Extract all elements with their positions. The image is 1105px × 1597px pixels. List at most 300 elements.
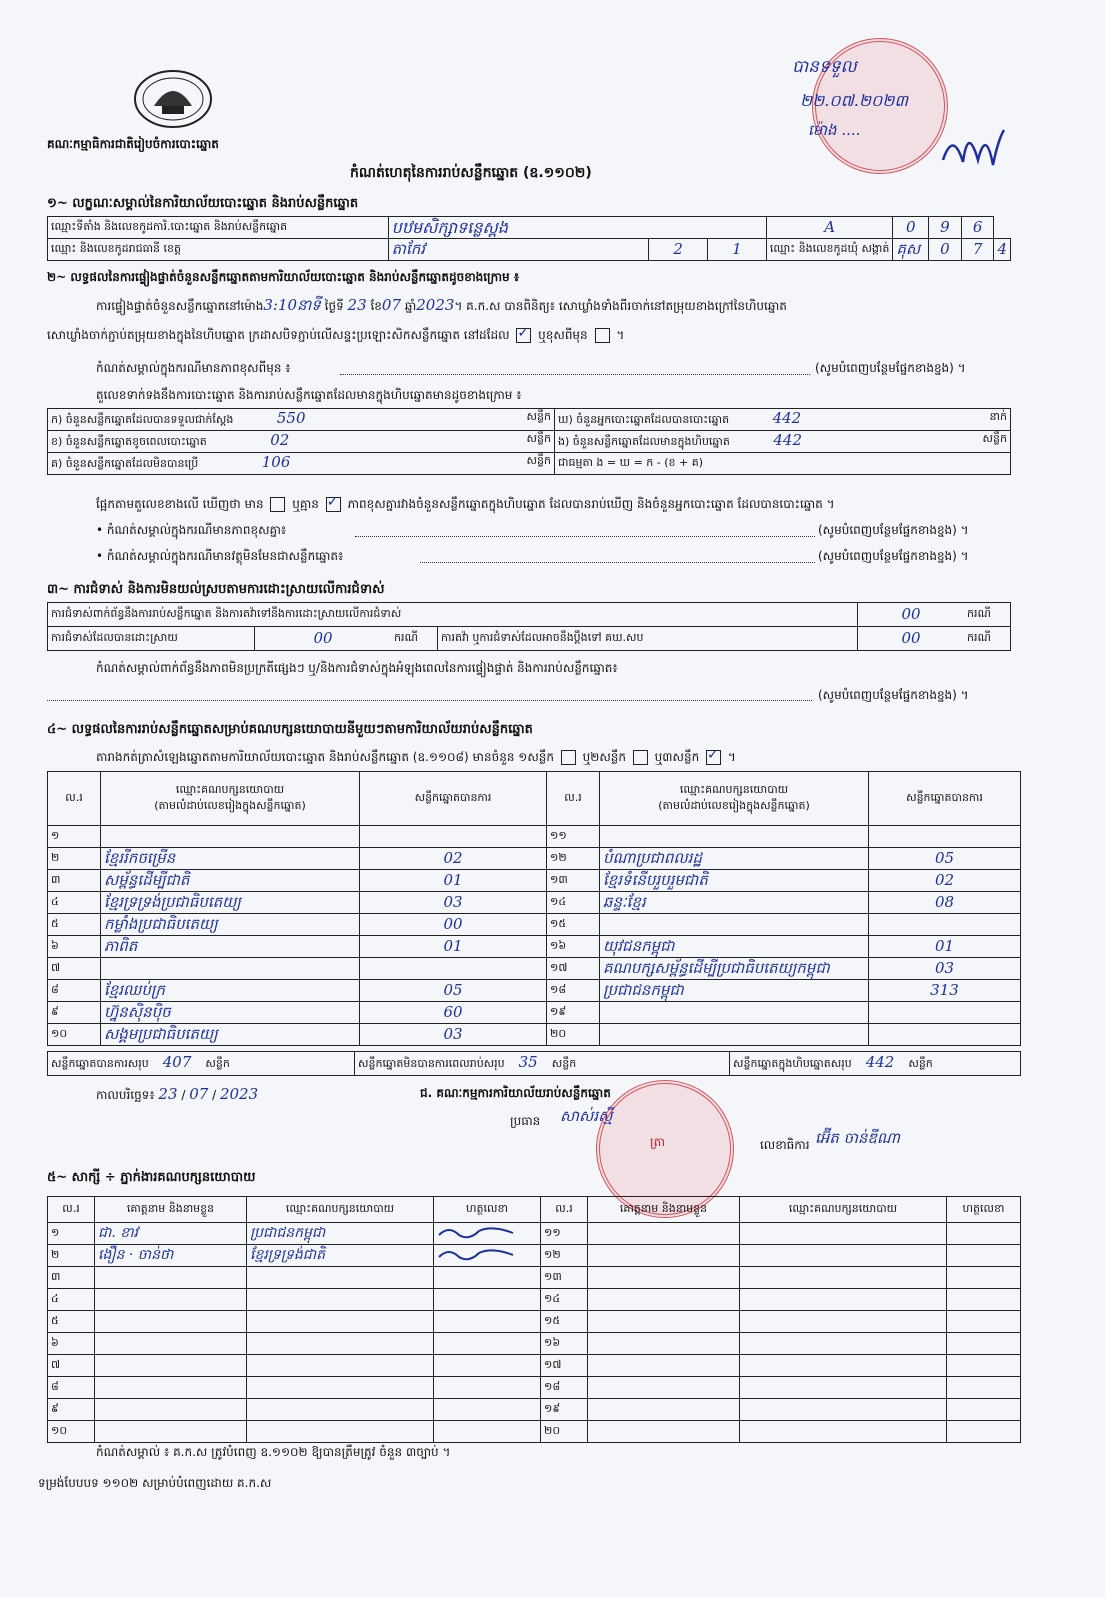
three-sheets-checkbox[interactable] — [706, 750, 721, 765]
vote-count — [360, 1024, 547, 1046]
witness-name — [95, 1399, 247, 1421]
table-row — [48, 1245, 1021, 1267]
witness-name — [588, 1333, 740, 1355]
row-no — [48, 936, 101, 958]
witness-name — [95, 1311, 247, 1333]
table-row — [48, 1289, 1021, 1311]
province-name: តាកែវ — [388, 239, 649, 261]
diff-note-line[interactable] — [340, 374, 810, 375]
row-no-text: ១៩ — [544, 1401, 561, 1415]
vote-count — [360, 848, 547, 870]
witness-party — [740, 1421, 947, 1443]
row-no-text: ១៦ — [544, 1335, 561, 1349]
row-no-text: ២០ — [550, 1026, 567, 1040]
vote-count — [360, 826, 547, 848]
row-no — [48, 958, 101, 980]
party-name-text: ហ្វ៊ុនស៊ិនប៉ិច — [104, 1003, 171, 1022]
row-no-text: ១៥ — [550, 916, 567, 930]
row-no — [541, 1289, 588, 1311]
witness-signature — [434, 1245, 541, 1267]
col-party: ឈ្មោះគណបក្សនយោបាយ — [740, 1197, 947, 1223]
row-no — [48, 892, 101, 914]
commune-digit: 0 — [929, 239, 962, 261]
vote-count — [360, 936, 547, 958]
row-no-text: ១០ — [51, 1026, 68, 1040]
row-no — [48, 980, 101, 1002]
bullet2-line[interactable] — [420, 562, 815, 563]
row-no — [541, 1223, 588, 1245]
row-no-text: ១៨ — [544, 1379, 561, 1393]
witness-name-text: ជា. ខាវ — [98, 1224, 139, 1241]
row-no — [541, 1377, 588, 1399]
section2-heading: ២~ លទ្ធផលនៃការផ្ទៀងផ្ទាត់ចំនួនសន្លឹកឆ្នោតតាមការិយាល័យបោះឆ្នោត និងរាប់សន្លឹកឆ្នោតដូចខាងក្រោម ៖ — [47, 270, 520, 284]
col-signature: ហត្ថលេខា — [947, 1197, 1021, 1223]
vote-count — [869, 980, 1021, 1002]
count-c: គ) ចំនួនសន្លឹកឆ្នោតដែលមិនបានប្រើ 106 សន្លឹក — [48, 453, 555, 475]
witness-signature — [434, 1421, 541, 1443]
vote-count — [360, 980, 547, 1002]
chair-label: ប្រធាន — [510, 1114, 541, 1128]
row-no-text: ១៥ — [544, 1313, 561, 1327]
party-name — [600, 1024, 869, 1046]
row-no — [541, 1311, 588, 1333]
witness-signature — [434, 1223, 541, 1245]
witness-party — [740, 1311, 947, 1333]
formula: ជាធម្មតា ង = ឃ = ក - (ខ + គ) — [555, 453, 1011, 475]
table-row — [48, 914, 1021, 936]
row-no — [48, 870, 101, 892]
bullet-difference: • កំណត់សម្គាល់ក្នុងករណីមានភាពខុសគ្នា៖ — [96, 523, 287, 537]
vote-count-text: 02 — [443, 849, 463, 868]
witness-party — [740, 1399, 947, 1421]
table-row — [48, 1377, 1021, 1399]
table-row — [48, 870, 1021, 892]
chair-name: សាស់រស្មី — [560, 1107, 613, 1125]
row-no — [48, 1267, 95, 1289]
party-name-text: ឆន្ទៈខ្មែរ — [603, 893, 646, 912]
vote-count-text: 01 — [443, 871, 463, 890]
signature-icon — [437, 1223, 517, 1241]
row-no — [48, 1002, 101, 1024]
resolved-value: 00 — [255, 627, 392, 651]
witness-party — [247, 1399, 434, 1421]
commune-name: គុស — [893, 239, 929, 261]
row-no-text: ១៨ — [550, 982, 567, 996]
witness-party-text: ខ្មែរទ្រទ្រង់ជាតិ — [250, 1246, 325, 1263]
vote-count — [869, 1024, 1021, 1046]
witness-party — [247, 1311, 434, 1333]
row-no-text: ២ — [51, 850, 60, 864]
row-no-text: ១៧ — [550, 960, 568, 974]
row-no — [547, 892, 600, 914]
witness-party — [247, 1333, 434, 1355]
row-no-text: ១៣ — [544, 1269, 562, 1283]
commune-digit: 7 — [961, 239, 994, 261]
witness-signature — [947, 1399, 1021, 1421]
witness-signature — [434, 1311, 541, 1333]
row-no — [48, 914, 101, 936]
row-no-text: ៤ — [51, 894, 59, 908]
table-row — [48, 958, 1021, 980]
party-name — [600, 892, 869, 914]
party-name — [600, 826, 869, 848]
party-name-text: ភាពិត — [104, 937, 138, 956]
counts-table — [47, 408, 1011, 475]
row-no — [541, 1245, 588, 1267]
row-no-text: ៦ — [51, 1335, 59, 1349]
witness-name — [588, 1245, 740, 1267]
appeal-value: 00 — [858, 627, 965, 651]
vote-count — [869, 826, 1021, 848]
party-name — [600, 914, 869, 936]
table-row — [48, 826, 1021, 848]
witness-party — [247, 1223, 434, 1245]
vote-count-text: 03 — [443, 1025, 463, 1044]
complaints-related-value: 00 — [858, 603, 965, 627]
witness-signature — [434, 1377, 541, 1399]
secretary-label: លេខាធិការ — [760, 1138, 810, 1152]
table-row — [48, 1399, 1021, 1421]
tally-sheet-count: តារាងកត់ត្រាសំឡេងឆ្នោតតាមការិយាល័យបោះឆ្នោត និងរាប់សន្លឹកឆ្នោត (ឧ.១១០៨) មានចំនួន ១សន្លឹក ឬ២សន្លឹក ឬ៣សន្លឹក ✓ ។ — [96, 750, 736, 765]
org-name: គណៈកម្មាធិការជាតិរៀបចំការបោះឆ្នោត — [47, 137, 219, 151]
witness-name — [95, 1421, 247, 1443]
party-name — [600, 1002, 869, 1024]
table-row — [48, 1267, 1021, 1289]
code-digit: 6 — [961, 217, 994, 239]
difference-check: ផ្អែកតាមតួលេខខាងលើ ឃើញថា មាន ឬគ្មាន ✓ ភាពខុសគ្នារវាងចំនួនសន្លឹកឆ្នោតក្នុងហិបឆ្នោត ដែលបានរាប់ឃើញ និងចំនួនអ្នកបោះឆ្នោត ដែលបានបោះឆ្នោត ។ — [96, 497, 835, 512]
table-row — [48, 1355, 1021, 1377]
row-no-text: ១ — [51, 828, 60, 842]
section3-heading: ៣~ ការជំទាស់ និងការមិនយល់ស្របតាមការដោះស្រាយលើការជំទាស់ — [47, 582, 385, 597]
party-name-text: ខ្មែររីកចម្រើន — [104, 849, 176, 868]
bullet-non-ballot: • កំណត់សម្គាល់ក្នុងករណីមានវត្ថុមិនមែនជាសន្លឹកឆ្នោត៖ — [96, 549, 344, 563]
row-no — [541, 1267, 588, 1289]
vote-count — [869, 958, 1021, 980]
witness-party — [740, 1333, 947, 1355]
row-no-text: ២ — [51, 1247, 60, 1261]
party-name-text: កម្លាំងប្រជាធិបតេយ្យ — [104, 915, 218, 934]
witness-signature — [947, 1421, 1021, 1443]
vote-count — [869, 892, 1021, 914]
witness-name — [588, 1289, 740, 1311]
table-row — [48, 1223, 1021, 1245]
col-votes: សន្លឹកឆ្នោតបានការ — [869, 772, 1021, 826]
count-a: ក) ចំនួនសន្លឹកឆ្នោតដែលបានទទួលជាក់ស្តែង 550 សន្លឹក — [48, 409, 555, 431]
party-name — [101, 892, 360, 914]
vote-count-text: 00 — [443, 915, 463, 934]
has-difference-checkbox[interactable] — [270, 497, 285, 512]
irregularity-line[interactable] — [47, 700, 812, 701]
code-digit: 0 — [893, 217, 929, 239]
fill-back-2: (សូមបំពេញបន្ថែមផ្នែកខាងខ្នង) ។ — [818, 523, 969, 537]
witness-name — [95, 1245, 247, 1267]
row-no — [547, 826, 600, 848]
witness-signature — [947, 1333, 1021, 1355]
commune-label: ឈ្មោះ និងលេខកូដឃុំ សង្កាត់ — [766, 239, 893, 261]
witness-signature — [434, 1289, 541, 1311]
witness-signature — [947, 1289, 1021, 1311]
received-date: ២២.០៧.២០២៣ — [800, 91, 909, 110]
row-no — [541, 1355, 588, 1377]
party-name — [600, 936, 869, 958]
party-name-text: បំណាប្រជាពលរដ្ឋ — [603, 849, 702, 868]
fill-back-note: (សូមបំពេញបន្ថែមផ្នែកខាងខ្នង) ។ — [815, 361, 966, 375]
row-no — [547, 1002, 600, 1024]
vote-count-text: 02 — [934, 871, 955, 890]
total-invalid: សន្លឹកឆ្នោតមិនបានការពេលរាប់សរុប 35 សន្លឹក — [355, 1052, 730, 1076]
fill-back-4: (សូមបំពេញបន្ថែមផ្នែកខាងខ្នង) ។ — [818, 688, 969, 702]
witness-name — [588, 1223, 740, 1245]
two-sheets-checkbox[interactable] — [633, 750, 648, 765]
case-unit: ករណី — [391, 627, 438, 651]
form-footer: ទម្រង់បែបបទ ១១០២ សម្រាប់បំពេញដោយ គ.ក.ស — [38, 1476, 272, 1490]
col-votes: សន្លឹកឆ្នោតបានការ — [360, 772, 547, 826]
emblem-icon — [132, 66, 214, 132]
party-name — [101, 980, 360, 1002]
row-no-text: ១៤ — [544, 1291, 561, 1305]
witness-party — [247, 1289, 434, 1311]
form-title: កំណត់ហេតុនៃការរាប់សន្លឹកឆ្នោត (ឧ.១១០២) — [350, 165, 592, 181]
code-digit: A — [766, 217, 893, 239]
party-name — [101, 958, 360, 980]
party-name — [600, 980, 869, 1002]
row-no — [547, 980, 600, 1002]
row-no-text: ៩ — [51, 1401, 59, 1415]
row-no-text: ១២ — [544, 1247, 561, 1261]
row-no-text: ១២ — [550, 850, 567, 864]
witness-name — [95, 1267, 247, 1289]
count-b: ខ) ចំនួនសន្លឹកឆ្នោតខូចពេលបោះឆ្នោត 02 សន្លឹក — [48, 431, 555, 453]
witness-signature — [947, 1377, 1021, 1399]
witness-signature — [947, 1311, 1021, 1333]
province-digit: 1 — [708, 239, 767, 261]
party-name-text: ខ្មែរឈប់ក្រ — [104, 981, 165, 1000]
witness-name — [95, 1289, 247, 1311]
row-no-text: ១ — [51, 1225, 60, 1239]
received-note: បានទទួល — [792, 57, 857, 77]
row-no — [48, 1024, 101, 1046]
party-name — [101, 914, 360, 936]
witness-name — [588, 1355, 740, 1377]
vote-count-text: 60 — [443, 1003, 463, 1022]
witness-party — [740, 1223, 947, 1245]
row-no — [48, 1377, 95, 1399]
witness-party — [247, 1245, 434, 1267]
row-no-text: ១០ — [51, 1423, 68, 1437]
row-no-text: ៧ — [51, 1357, 61, 1371]
case-unit: ករណី — [964, 627, 1011, 651]
witness-party — [740, 1355, 947, 1377]
row-no — [48, 826, 101, 848]
witness-party — [247, 1355, 434, 1377]
row-no-text: ៨ — [51, 982, 59, 996]
witness-name — [588, 1311, 740, 1333]
witness-party — [740, 1377, 947, 1399]
witness-signature — [947, 1355, 1021, 1377]
row-no-text: ១១ — [544, 1225, 561, 1239]
witness-party — [247, 1421, 434, 1443]
vote-count-text: 01 — [443, 937, 463, 956]
witness-name — [588, 1421, 740, 1443]
vote-count-text: 03 — [934, 959, 955, 978]
count-d: ឃ) ចំនួនអ្នកបោះឆ្នោតដែលបានបោះឆ្នោត 442 នាក់ — [555, 409, 1011, 431]
row-no-text: ៣ — [51, 872, 61, 886]
vote-count — [360, 958, 547, 980]
no-difference-checkbox[interactable] — [326, 497, 341, 512]
row-no — [547, 870, 600, 892]
party-name — [101, 870, 360, 892]
row-no — [547, 958, 600, 980]
table-row — [48, 848, 1021, 870]
witness-signature — [947, 1223, 1021, 1245]
row-no-text: ៥ — [51, 916, 59, 930]
vote-count — [869, 1002, 1021, 1024]
row-no — [48, 848, 101, 870]
diff-note-label: កំណត់សម្គាល់ក្នុងករណីមានភាពខុសពីមុន ៖ — [96, 361, 291, 375]
row-no — [48, 1223, 95, 1245]
witness-party — [247, 1267, 434, 1289]
bullet1-line[interactable] — [355, 536, 815, 537]
party-name — [600, 848, 869, 870]
witness-signature — [434, 1399, 541, 1421]
counts-intro: តួលេខទាក់ទងនឹងការបោះឆ្នោត និងការរាប់សន្លឹកឆ្នោតដែលមានក្នុងហិបឆ្នោតមានដូចខាងក្រោម ៖ — [96, 388, 522, 402]
witness-name — [588, 1399, 740, 1421]
one-sheet-checkbox[interactable] — [561, 750, 576, 765]
location-label: ឈ្មោះទីតាំង និងលេខកូដការិ.បោះឆ្នោត និងរាប់សន្លឹកឆ្នោត — [48, 217, 389, 239]
row-no — [547, 848, 600, 870]
row-no-text: ១៦ — [550, 938, 567, 952]
row-no-text: ១៣ — [550, 872, 568, 886]
vote-count-text: 05 — [443, 981, 463, 1000]
row-no-text: ១៩ — [550, 1004, 567, 1018]
row-no — [48, 1355, 95, 1377]
col-signature: ហត្ថលេខា — [434, 1197, 541, 1223]
case-unit: ករណី — [964, 603, 1011, 627]
verify-paragraph-2: សោឃ្លាំងចាក់ភ្ជាប់តម្រុយខាងក្នុងនៃហិបឆ្នោត ក្រដាសបិទភ្ជាប់លើសន្ទះប្រឡោះសិកសន្លឹកឆ្នោត នៅដដែល ✓ ឬខុសពីមុន ។ — [47, 328, 624, 343]
results-totals — [47, 1051, 1021, 1076]
row-no-text: ៧ — [51, 960, 61, 974]
row-no — [48, 1421, 95, 1443]
vote-count — [360, 914, 547, 936]
party-name — [101, 936, 360, 958]
vote-count — [869, 870, 1021, 892]
party-name-text: ខ្មែរទំនើបរួបរួមជាតិ — [603, 871, 708, 890]
party-name-text: សង្គមប្រជាធិបតេយ្យ — [104, 1025, 218, 1044]
row-no — [541, 1399, 588, 1421]
committee-on-behalf: ជ. គណៈកម្មការការិយាល័យរាប់សន្លឹកឆ្នោត — [420, 1086, 611, 1100]
vote-count — [360, 892, 547, 914]
table-row — [48, 892, 1021, 914]
witness-name — [588, 1267, 740, 1289]
col-no: ល.រ — [48, 1197, 95, 1223]
count-e: ង) ចំនួនសន្លឹកឆ្នោតដែលមានក្នុងហិបឆ្នោត 442 សន្លឹក — [555, 431, 1011, 453]
vote-count-text: 03 — [443, 893, 463, 912]
row-no-text: ៤ — [51, 1291, 59, 1305]
vote-count-text: 05 — [934, 849, 955, 868]
row-no — [48, 1245, 95, 1267]
party-name — [101, 1024, 360, 1046]
party-name-text: គណបក្សសម្ព័ន្ធដើម្បីប្រជាធិបតេយ្យកម្ពុជា — [603, 959, 830, 978]
vote-count — [869, 936, 1021, 958]
stamp-center-text: ត្រា — [650, 1135, 665, 1149]
province-digit: 2 — [649, 239, 708, 261]
party-name — [101, 848, 360, 870]
col-no: ល.រ — [547, 772, 600, 826]
row-no-text: ៦ — [51, 938, 59, 952]
table-row — [48, 936, 1021, 958]
complaints-related-label: ការជំទាស់ពាក់ព័ន្ធនឹងការរាប់សន្លឹកឆ្នោត និងការតវ៉ាទៅនឹងការដោះស្រាយលើការជំទាស់ — [48, 603, 858, 627]
complaints-table — [47, 602, 1011, 651]
signature-icon — [938, 120, 1008, 190]
row-no — [48, 1333, 95, 1355]
table-row — [48, 1333, 1021, 1355]
commune-digit: 4 — [994, 239, 1011, 261]
total-valid: សន្លឹកឆ្នោតបានការសរុប 407 សន្លឹក — [48, 1052, 355, 1076]
table-row — [48, 1311, 1021, 1333]
witness-party — [740, 1267, 947, 1289]
section1-heading: ១~ លក្ខណៈសម្គាល់នៃការិយាល័យបោះឆ្នោត និងរាប់សន្លឹកឆ្នោត — [47, 196, 359, 211]
col-party: ឈ្មោះគណបក្សនយោបាយ (តាមលំដាប់លេខរៀងក្នុងសន្លឹកឆ្នោត) — [101, 772, 360, 826]
section5-heading: ៥~ សាក្សី ÷ ភ្នាក់ងារគណបក្សនយោបាយ — [47, 1170, 256, 1185]
province-label: ឈ្មោះ និងលេខកូដរាជធានី ខេត្ត — [48, 239, 389, 261]
row-no-text: ៨ — [51, 1379, 59, 1393]
col-party: ឈ្មោះគណបក្សនយោបាយ (តាមលំដាប់លេខរៀងក្នុងសន្លឹកឆ្នោត) — [600, 772, 869, 826]
footnote: កំណត់សម្គាល់ ៖ គ.ក.ស ត្រូវបំពេញ ឧ.១១០២ ឱ្យបានត្រឹមត្រូវ ចំនួន ៣ច្បាប់ ។ — [96, 1445, 451, 1459]
vote-count — [360, 870, 547, 892]
table-row — [48, 980, 1021, 1002]
fill-back-3: (សូមបំពេញបន្ថែមផ្នែកខាងខ្នង) ។ — [818, 549, 969, 563]
witness-name — [588, 1377, 740, 1399]
vote-count — [869, 848, 1021, 870]
table-row — [48, 1024, 1021, 1046]
total-in-box: សន្លឹកឆ្នោតក្នុងហិបឆ្នោតសរុប 442 សន្លឹក — [730, 1052, 1021, 1076]
party-name-text: យុវជនកម្ពុជា — [603, 937, 675, 956]
table-row — [48, 1421, 1021, 1443]
party-name — [600, 958, 869, 980]
same-checkbox[interactable] — [516, 328, 531, 343]
party-name — [101, 1002, 360, 1024]
witness-name — [95, 1377, 247, 1399]
signing-date: កាលបរិច្ឆេទ៖ 23 / 07 / 2023 — [96, 1085, 259, 1103]
vote-count — [360, 1002, 547, 1024]
row-no — [547, 1024, 600, 1046]
row-no-text: ១១ — [550, 828, 567, 842]
row-no — [547, 936, 600, 958]
section1-table — [47, 216, 1011, 261]
party-name-text: ប្រជាជនកម្ពុជា — [603, 981, 684, 1000]
vote-count-text: 01 — [934, 937, 955, 956]
row-no-text: ២០ — [544, 1423, 561, 1437]
col-no: ល.រ — [541, 1197, 588, 1223]
vote-count-text: 08 — [934, 893, 955, 912]
secretary-name: អ៊ើត ចាន់ឌីណា — [815, 1129, 900, 1147]
row-no-text: ១៤ — [550, 894, 567, 908]
location-value: បឋមសិក្សាទន្លេស្ពង — [388, 217, 766, 239]
row-no-text: ១៧ — [544, 1357, 562, 1371]
witness-party-text: ប្រជាជនកម្ពុជា — [250, 1224, 326, 1241]
verify-paragraph-1: ការផ្ទៀងផ្ទាត់ចំនួនសន្លឹកឆ្នោតនៅម៉ោង3:10នាទី ថ្ងៃទី 23 ខែ07 ឆ្នាំ2023។ គ.ក.ស បានពិនិត្យ៖ សោឃ្លាំងទាំងពីរចាក់នៅតម្រុយខាងក្រៅនៃហិបឆ្នោត — [96, 296, 787, 314]
col-party: ឈ្មោះគណបក្សនយោបាយ — [247, 1197, 434, 1223]
col-name: គោត្តនាម និងនាមខ្លួន — [588, 1197, 740, 1223]
witness-party — [247, 1377, 434, 1399]
vote-count — [869, 914, 1021, 936]
code-digit: 9 — [929, 217, 962, 239]
party-name — [101, 826, 360, 848]
different-checkbox[interactable] — [595, 328, 610, 343]
witness-signature — [434, 1267, 541, 1289]
irregularity-note: កំណត់សម្គាល់ពាក់ព័ន្ធនឹងភាពមិនប្រក្រតីផ្សេងៗ ឬ/និងការជំទាស់ក្នុងអំឡុងពេលនៃការផ្ទៀងផ្ទាត់ និងការរាប់សន្លឹកឆ្នោត៖ — [96, 661, 618, 675]
row-no — [48, 1399, 95, 1421]
